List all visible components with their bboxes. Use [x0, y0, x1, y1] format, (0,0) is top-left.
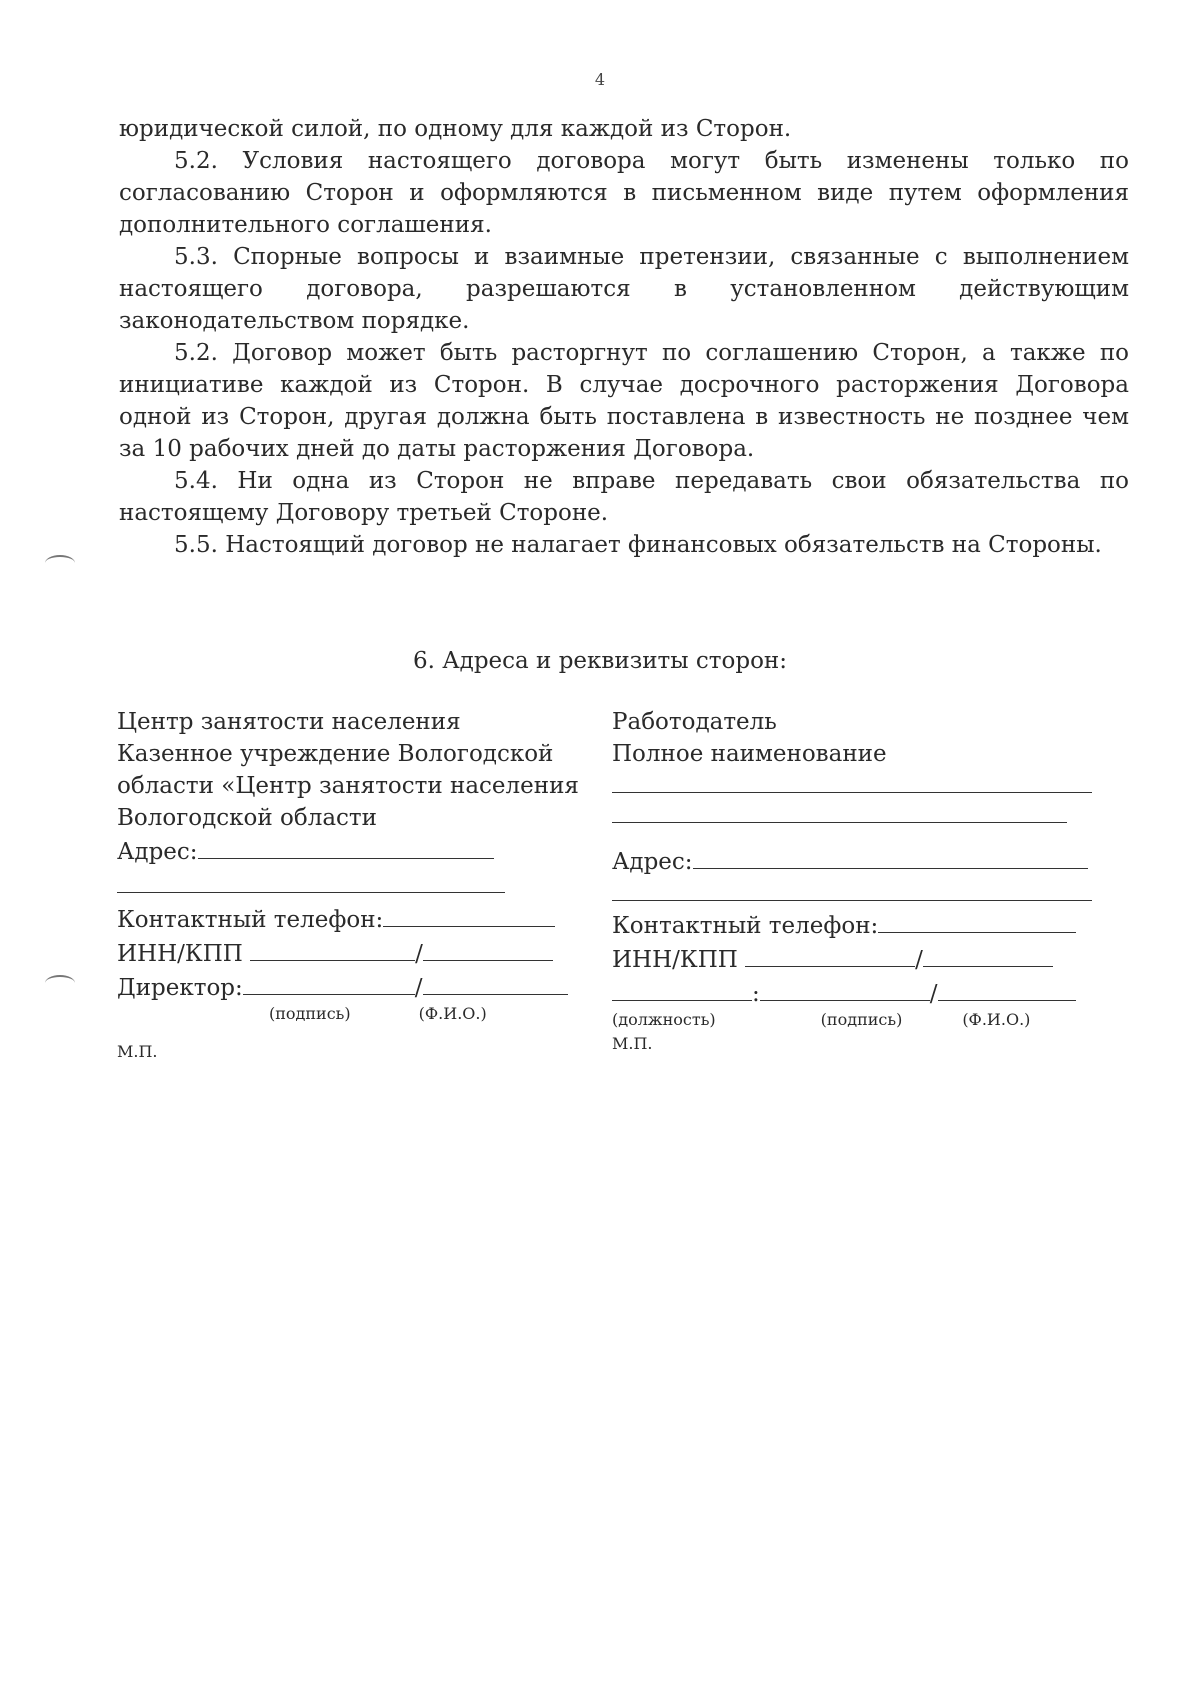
employment-center-details: [117, 706, 597, 1062]
address-label: Адрес:: [117, 839, 198, 865]
phone-row: [612, 908, 1112, 942]
employer-label: Работодатель: [612, 709, 777, 735]
clause-5-5-financial: 5.5. Настоящий договор не налагает финансовых обязательств на Стороны.: [174, 532, 1102, 558]
director-row: [117, 970, 597, 1004]
address-label: Адрес:: [612, 849, 693, 875]
org-line: Центр занятости населения: [117, 709, 461, 735]
slash: /: [915, 947, 923, 973]
kpp-field: [923, 942, 1053, 967]
director-label: Директор:: [117, 975, 243, 1001]
clause-5-3-disputes: 5.3. Спорные вопросы и взаимные претензии, связанные с выполнением настоящего договора, разрешаются в установленном действующим законодательством порядке.: [119, 244, 1129, 334]
director-name-field: [423, 970, 568, 995]
phone-field: [878, 908, 1076, 933]
inn-label: ИНН/КПП: [612, 947, 738, 973]
signatory-captions: [612, 1010, 1112, 1030]
inn-row: [612, 942, 1112, 976]
inn-field: [745, 942, 915, 967]
scan-punch-mark: [45, 555, 75, 571]
fullname-label: Полное наименование: [612, 741, 887, 767]
name-caption: (Ф.И.О.): [418, 1004, 487, 1023]
phone-row: [117, 902, 597, 936]
fullname-row-1: [612, 770, 1112, 800]
signature-field: [760, 976, 930, 1001]
director-signature-field: [243, 970, 415, 995]
org-line: Вологодской области: [117, 805, 377, 831]
phone-label: Контактный телефон:: [612, 913, 879, 939]
slash: /: [414, 975, 423, 1001]
clause-5-2-amendments: 5.2. Условия настоящего договора могут быть изменены только по согласованию Сторон и оформляются в письменном виде путем оформления дополнительного соглашения.: [119, 148, 1129, 238]
signature-captions: [117, 1004, 597, 1024]
address-field-2: [117, 868, 505, 893]
address-field: [693, 844, 1088, 869]
scan-punch-mark: [45, 975, 75, 991]
signature-caption: (подпись): [820, 1010, 903, 1029]
inn-row: [117, 936, 597, 970]
address-row: [612, 844, 1112, 878]
name-caption: (Ф.И.О.): [962, 1010, 1031, 1029]
clause-5-4-transfer: 5.4. Ни одна из Сторон не вправе передавать свои обязательства по настоящему Договору третьей Стороне.: [119, 468, 1129, 526]
position-caption: (должность): [612, 1010, 716, 1029]
contract-clauses: [119, 113, 1129, 561]
fullname-field-1: [612, 770, 1092, 793]
stamp-label: М.П.: [612, 1034, 653, 1053]
employer-details: [612, 706, 1112, 1054]
signature-caption: (подпись): [269, 1004, 351, 1023]
address-row: [117, 834, 597, 868]
colon: :: [752, 981, 760, 1007]
kpp-field: [423, 936, 553, 961]
page-number: 4: [594, 70, 606, 89]
phone-field: [383, 902, 555, 927]
fullname-field-2: [612, 800, 1067, 823]
position-field: [612, 976, 752, 1001]
name-field: [938, 976, 1076, 1001]
clause-5-2-termination: 5.2. Договор может быть расторгнут по соглашению Сторон, а также по инициативе каждой из Сторон. В случае досрочного расторжения Договора одной из Сторон, другая должна быть поставлена в известность не позднее чем за 10 рабочих дней до даты расторжения Договора.: [119, 340, 1129, 462]
phone-label: Контактный телефон:: [117, 907, 384, 933]
address-row-2: [612, 878, 1112, 908]
inn-field: [250, 936, 415, 961]
address-field: [198, 834, 494, 859]
org-line: Казенное учреждение Вологодской: [117, 741, 554, 767]
signatory-row: [612, 976, 1112, 1010]
address-row-2: [117, 868, 597, 902]
section-title: 6. Адреса и реквизиты сторон:: [412, 648, 788, 674]
address-field-2: [612, 878, 1092, 901]
org-line: области «Центр занятости населения: [117, 773, 579, 799]
fullname-row-2: [612, 800, 1112, 832]
slash: /: [929, 981, 938, 1007]
clause-continuation: юридической силой, по одному для каждой из Сторон.: [119, 116, 792, 142]
stamp-label: М.П.: [117, 1042, 158, 1061]
inn-label: ИНН/КПП: [117, 941, 243, 967]
slash: /: [415, 941, 423, 967]
